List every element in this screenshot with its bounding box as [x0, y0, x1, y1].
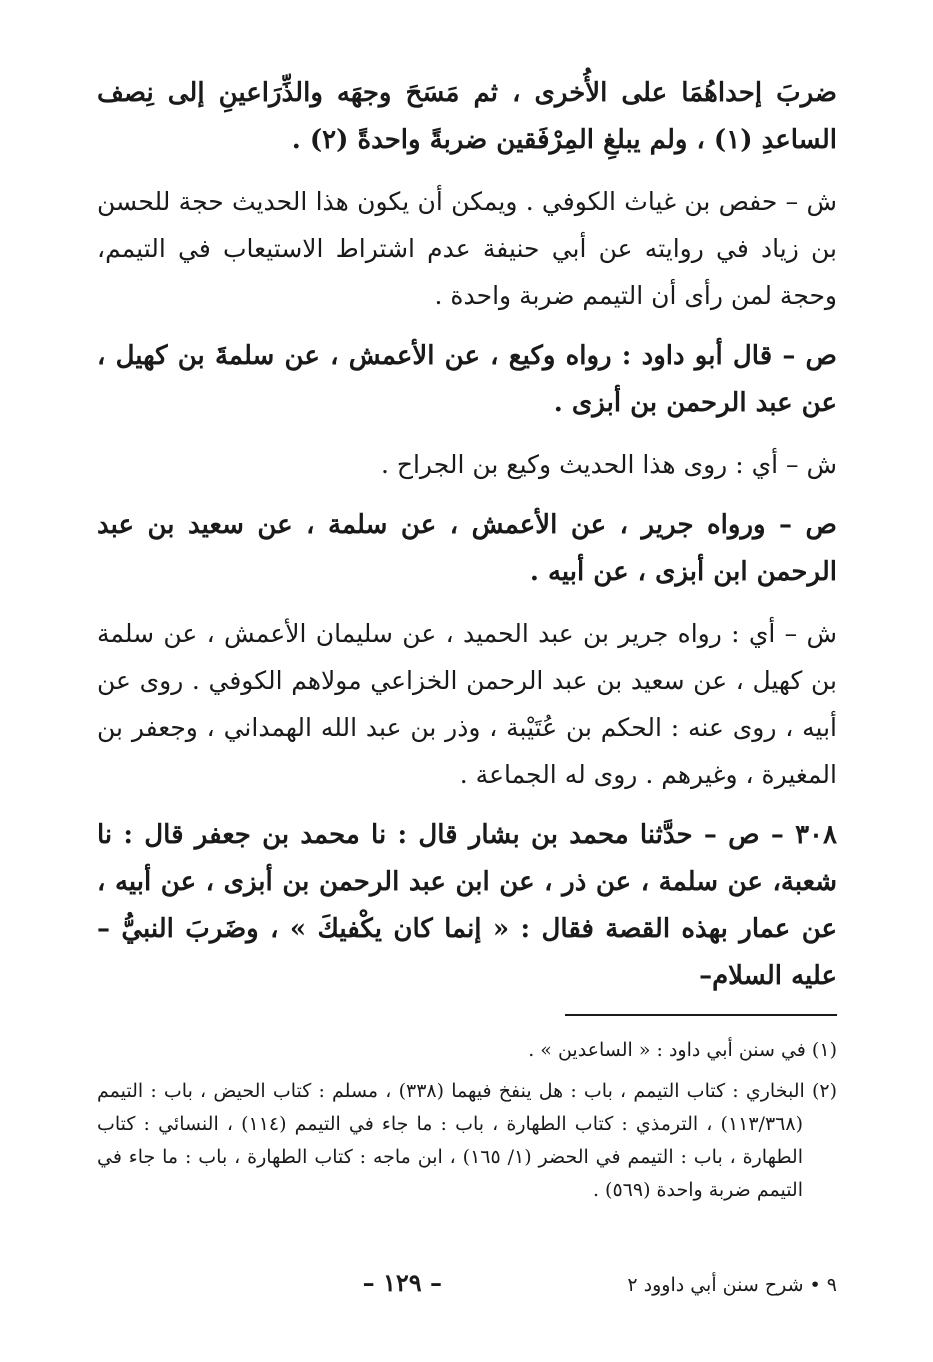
commentary-paragraph-3: ش – أي : رواه جرير بن عبد الحميد ، عن سليمان الأعمش ، عن سلمة بن كهيل ، عن سعيد بن عبد الرحمن الخزاعي مولاهم الكوفي . روى عن أبيه ، روى عنه : الحكم بن عُتَيْبة ، وذر بن عبد الله الهمداني ، وجعفر بن المغيرة ، وغيرهم . روى له الجماعة .: [97, 619, 837, 789]
page-footer: [97, 1268, 837, 1308]
footnote-1: (١) في سنن أبي داود : « الساعدين » .: [528, 1039, 837, 1061]
main-text: [97, 70, 837, 1215]
hadith-paragraph-1: ضربَ إحداهُمَا على الأُخرى ، ثم مَسَحَ وجهَه والذِّرَاعينِ إلى نِصف الساعدِ (١) ، ولم يبلغِ المِرْفَقين ضربةً واحدةً (٢) .: [97, 78, 837, 155]
commentary-paragraph-1: ش – حفص بن غياث الكوفي . ويمكن أن يكون هذا الحديث حجة للحسن بن زياد في روايته عن أبي حنيفة عدم اشتراط الاستيعاب في التيمم، وحجة لمن رأى أن التيمم ضربة واحدة .: [97, 187, 837, 310]
hadith-paragraph-4: ٣٠٨ – ص – حدَّثنا محمد بن بشار قال : نا محمد بن جعفر قال : نا شعبة، عن سلمة ، عن ذر ، عن ابن عبد الرحمن بن أبزى ، عن أبيه ، عن عمار بهذه القصة فقال : « إنما كان يكْفيكَ » ، وضَربَ النبيُّ – عليه السلام–: [97, 820, 837, 991]
hadith-paragraph-3: ص – ورواه جرير ، عن الأعمش ، عن سلمة ، عن سعيد بن عبد الرحمن ابن أبزى ، عن أبيه .: [97, 510, 837, 587]
hadith-paragraph-2: ص – قال أبو داود : رواه وكيع ، عن الأعمش ، عن سلمةَ بن كهيل ، عن عبد الرحمن بن أبزى .: [97, 341, 837, 418]
commentary-paragraph-2: ش – أي : روى هذا الحديث وكيع بن الجراح .: [380, 450, 837, 479]
footnote-separator: [565, 1014, 837, 1016]
book-title: ٩ • شرح سنن أبي داوود ٢: [627, 1274, 837, 1296]
footnotes: [97, 1034, 837, 1207]
footnote-2: (٢) البخاري : كتاب التيمم ، باب : هل ينفخ فيهما (٣٣٨) ، مسلم : كتاب الحيض ، باب : التيمم (١١٣/٣٦٨) ، الترمذي : كتاب الطهارة ، باب : ما جاء في التيمم (١١٤) ، النسائي : كتاب الطهارة ، باب : التيمم في الحضر (١/ ١٦٥) ، ابن ماجه : كتاب الطهارة ، باب : ما جاء في التيمم ضربة واحدة (٥٦٩) .: [97, 1080, 837, 1201]
page-number: – ١٢٩ –: [362, 1268, 442, 1297]
